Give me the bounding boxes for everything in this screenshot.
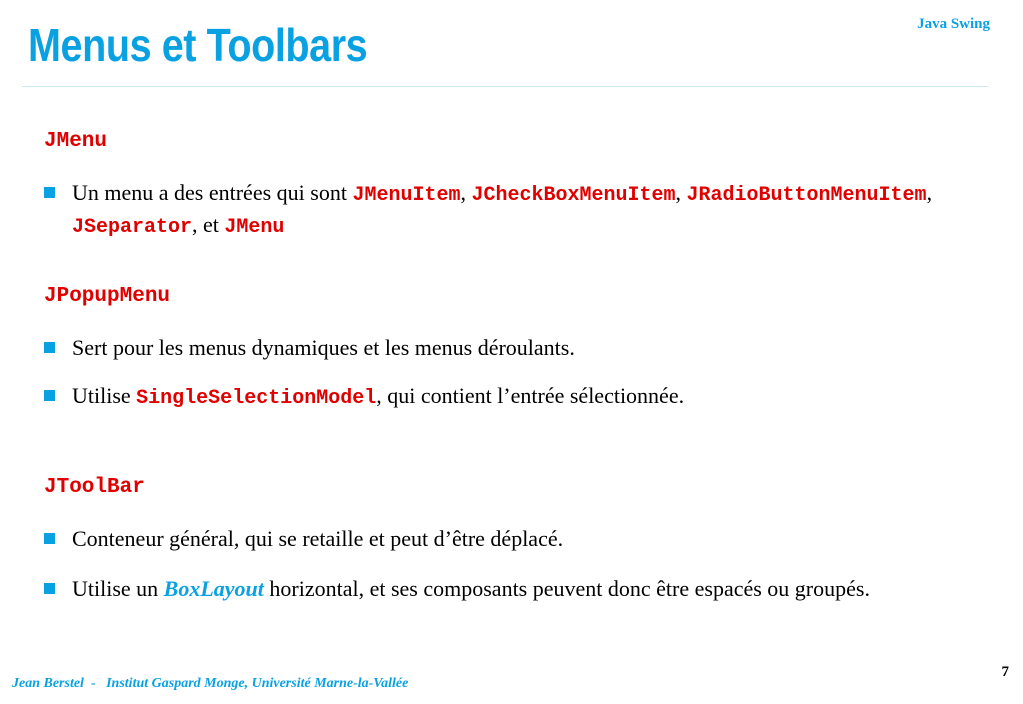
text-run: , [675, 180, 687, 205]
bullet-jtoolbar-container [44, 524, 944, 553]
header-tag: Java Swing [917, 16, 990, 32]
bullet-square-icon [44, 533, 55, 544]
bullet-square-icon [44, 390, 55, 401]
code-jmenu: JMenu [224, 216, 285, 239]
bullet-text [72, 574, 944, 603]
text-run: Un menu a des entrées qui sont [72, 180, 353, 205]
bullet-text [72, 178, 944, 242]
code-singleselectionmodel: SingleSelectionModel [136, 387, 377, 410]
text-run: , et [192, 212, 225, 237]
emph-boxlayout: BoxLayout [163, 576, 264, 601]
bullet-text [72, 381, 944, 413]
code-jradiobuttonmenuitem: JRadioButtonMenuItem [686, 184, 927, 207]
code-jmenuitem: JMenuItem [352, 184, 461, 207]
text-run: , qui contient l’entrée sélectionnée. [376, 383, 685, 408]
section-heading-jpopupmenu: JPopupMenu [44, 285, 171, 308]
bullet-jtoolbar-layout [44, 574, 944, 603]
text-run: horizontal, et ses composants peuvent donc être espacés ou groupés. [263, 576, 870, 601]
text-run: Utilise un [72, 576, 164, 601]
page-number: 7 [1001, 664, 1009, 680]
bullet-jpopupmenu-model [44, 381, 944, 413]
footer-credit: Jean Berstel - Institut Gaspard Monge, Université Marne-la-Vallée [12, 676, 409, 691]
text-run: Utilise [72, 383, 137, 408]
title-divider [22, 86, 988, 87]
bullet-square-icon [44, 583, 55, 594]
slide-title: Menus et Toolbars [28, 19, 368, 71]
bullet-square-icon [44, 187, 55, 198]
bullet-text: Sert pour les menus dynamiques et les menus déroulants. [72, 335, 575, 360]
code-jseparator: JSeparator [72, 216, 193, 239]
section-heading-jmenu: JMenu [44, 130, 108, 153]
text-run: , [460, 180, 472, 205]
bullet-text: Conteneur général, qui se retaille et peut d’être déplacé. [72, 526, 564, 551]
bullet-jmenu-entries [44, 178, 944, 242]
bullet-jpopupmenu-dynamic [44, 333, 944, 362]
text-run: , [926, 180, 933, 205]
bullet-square-icon [44, 342, 55, 353]
code-jcheckboxmenuitem: JCheckBoxMenuItem [471, 184, 676, 207]
section-heading-jtoolbar: JToolBar [44, 476, 145, 499]
